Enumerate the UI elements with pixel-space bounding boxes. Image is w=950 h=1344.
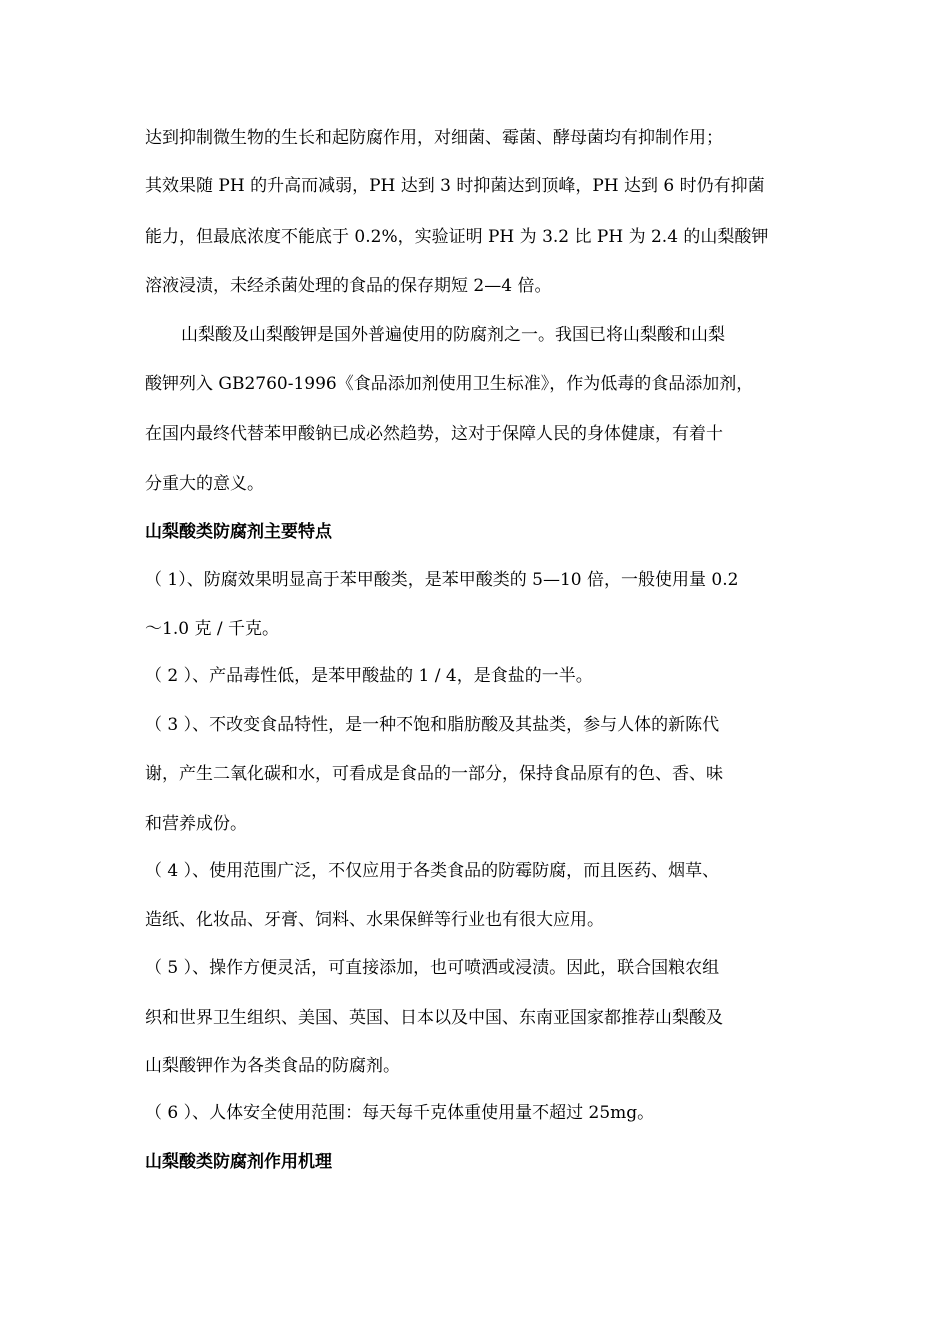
- paragraph-line: 在国内最终代替苯甲酸钠已成必然趋势，这对于保障人民的身体健康，有着十: [145, 424, 723, 444]
- paragraph-line: 能力，但最底浓度不能底于 0.2%，实验证明 PH 为 3.2 比 PH 为 2.4 的山梨酸钾: [145, 227, 769, 247]
- list-item-line: ～1.0 克 / 千克。: [145, 619, 279, 639]
- list-item-line: （ 5 ）、操作方便灵活，可直接添加，也可喷洒或浸渍。因此，联合国粮农组: [145, 958, 720, 978]
- list-item-line: 山梨酸钾作为各类食品的防腐剂。: [145, 1056, 400, 1076]
- list-item-line: （ 2 ）、产品毒性低，是苯甲酸盐的 1 / 4，是食盐的一半。: [145, 666, 593, 686]
- paragraph-line: 达到抑制微生物的生长和起防腐作用，对细菌、霉菌、酵母菌均有抑制作用；: [145, 128, 723, 148]
- paragraph-line: 山梨酸及山梨酸钾是国外普遍使用的防腐剂之一。我国已将山梨酸和山梨: [181, 325, 725, 345]
- list-item-line: 造纸、化妆品、牙膏、饲料、水果保鲜等行业也有很大应用。: [145, 910, 604, 930]
- list-item-line: 和营养成份。: [145, 814, 247, 834]
- list-item-line: 谢，产生二氧化碳和水，可看成是食品的一部分，保持食品原有的色、香、味: [145, 764, 723, 784]
- list-item-line: 织和世界卫生组织、美国、英国、日本以及中国、东南亚国家都推荐山梨酸及: [145, 1008, 723, 1028]
- paragraph-line: 其效果随 PH 的升高而减弱，PH 达到 3 时抑菌达到顶峰，PH 达到 6 时仍有抑菌: [145, 176, 765, 196]
- paragraph-line: 分重大的意义。: [145, 474, 264, 494]
- section-heading: 山梨酸类防腐剂作用机理: [145, 1152, 332, 1172]
- paragraph-line: 溶液浸渍，未经杀菌处理的食品的保存期短 2—4 倍。: [145, 276, 552, 296]
- list-item-line: （ 6 ）、人体安全使用范围：每天每千克体重使用量不超过 25mg。: [145, 1103, 655, 1123]
- paragraph-line: 酸钾列入 GB2760-1996《食品添加剂使用卫生标准》，作为低毒的食品添加剂，: [145, 374, 754, 394]
- list-item-line: （ 4 ）、使用范围广泛，不仅应用于各类食品的防霉防腐，而且医药、烟草、: [145, 861, 720, 881]
- list-item-line: （ 3 ）、不改变食品特性，是一种不饱和脂肪酸及其盐类，参与人体的新陈代: [145, 715, 720, 735]
- list-item-line: （ 1）、防腐效果明显高于苯甲酸类，是苯甲酸类的 5—10 倍，一般使用量 0.2: [145, 570, 739, 590]
- section-heading: 山梨酸类防腐剂主要特点: [145, 522, 332, 542]
